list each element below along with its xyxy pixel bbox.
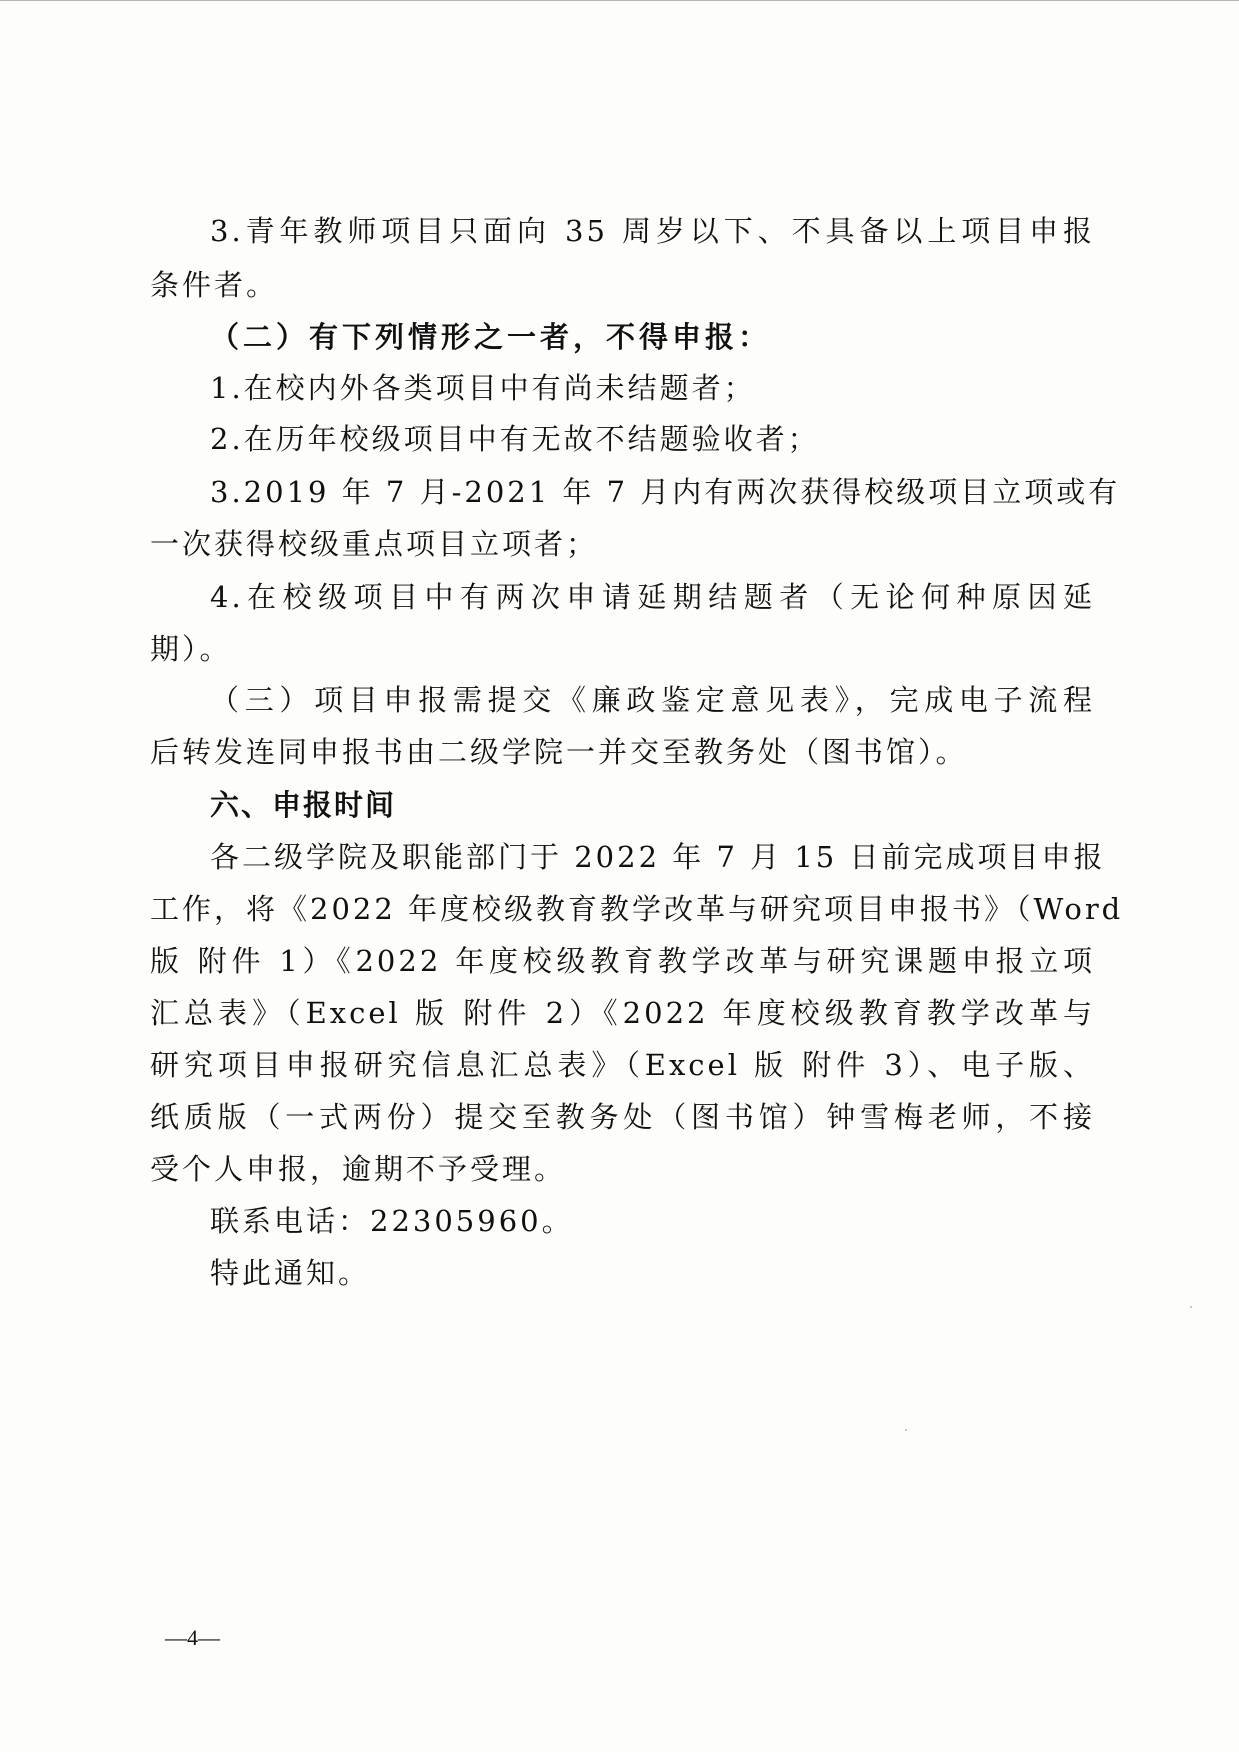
item-3-youth-teacher-line-1: 3.青年教师项目只面向 35 周岁以下、不具备以上项目申报 (210, 214, 1095, 248)
deadline-paragraph-line-6: 纸质版（一式两份）提交至教务处（图书馆）钟雪梅老师，不接 (150, 1100, 1095, 1134)
deadline-paragraph-line-1: 各二级学院及职能部门于 2022 年 7 月 15 日前完成项目申报 (210, 840, 1106, 874)
restriction-item-3-line-1: 3.2019 年 7 月-2021 年 7 月内有两次获得校级项目立项或有 (210, 475, 1121, 509)
item-3-youth-teacher-line-2: 条件者。 (150, 268, 279, 302)
section-2-heading: （二）有下列情形之一者，不得申报： (210, 320, 772, 354)
restriction-item-4-line-1: 4.在校级项目中有两次申请延期结题者（无论何种原因延 (210, 580, 1095, 614)
section-3-line-1: （三）项目申报需提交《廉政鉴定意见表》，完成电子流程 (210, 683, 1095, 717)
page-number: —4— (165, 1625, 220, 1650)
deadline-paragraph-line-3: 版 附件 1）《2022 年度校级教育教学改革与研究课题申报立项 (150, 944, 1095, 978)
scan-speck (905, 1429, 907, 1431)
contact-phone: 联系电话：22305960。 (210, 1204, 574, 1238)
section-3-line-2: 后转发连同申报书由二级学院一并交至教务处（图书馆）。 (150, 735, 968, 769)
restriction-item-2: 2.在历年校级项目中有无故不结题验收者； (210, 422, 820, 456)
deadline-paragraph-line-4: 汇总表》（Excel 版 附件 2）《2022 年度校级教育教学改革与 (150, 996, 1095, 1030)
deadline-paragraph-line-7: 受个人申报，逾期不予受理。 (150, 1152, 567, 1186)
closing-notice: 特此通知。 (210, 1256, 371, 1290)
restriction-item-4-line-2: 期）。 (150, 632, 232, 666)
section-6-heading: 六、申报时间 (210, 788, 397, 822)
deadline-paragraph-line-5: 研究项目申报研究信息汇总表》（Excel 版 附件 3）、电子版、 (150, 1048, 1095, 1082)
scan-speck (1190, 1306, 1192, 1308)
restriction-item-1: 1.在校内外各类项目中有尚未结题者； (210, 371, 756, 405)
deadline-paragraph-line-2: 工作，将《2022 年度校级教育教学改革与研究项目申报书》（Word (150, 892, 1124, 926)
restriction-item-3-line-2: 一次获得校级重点项目立项者； (150, 527, 599, 561)
